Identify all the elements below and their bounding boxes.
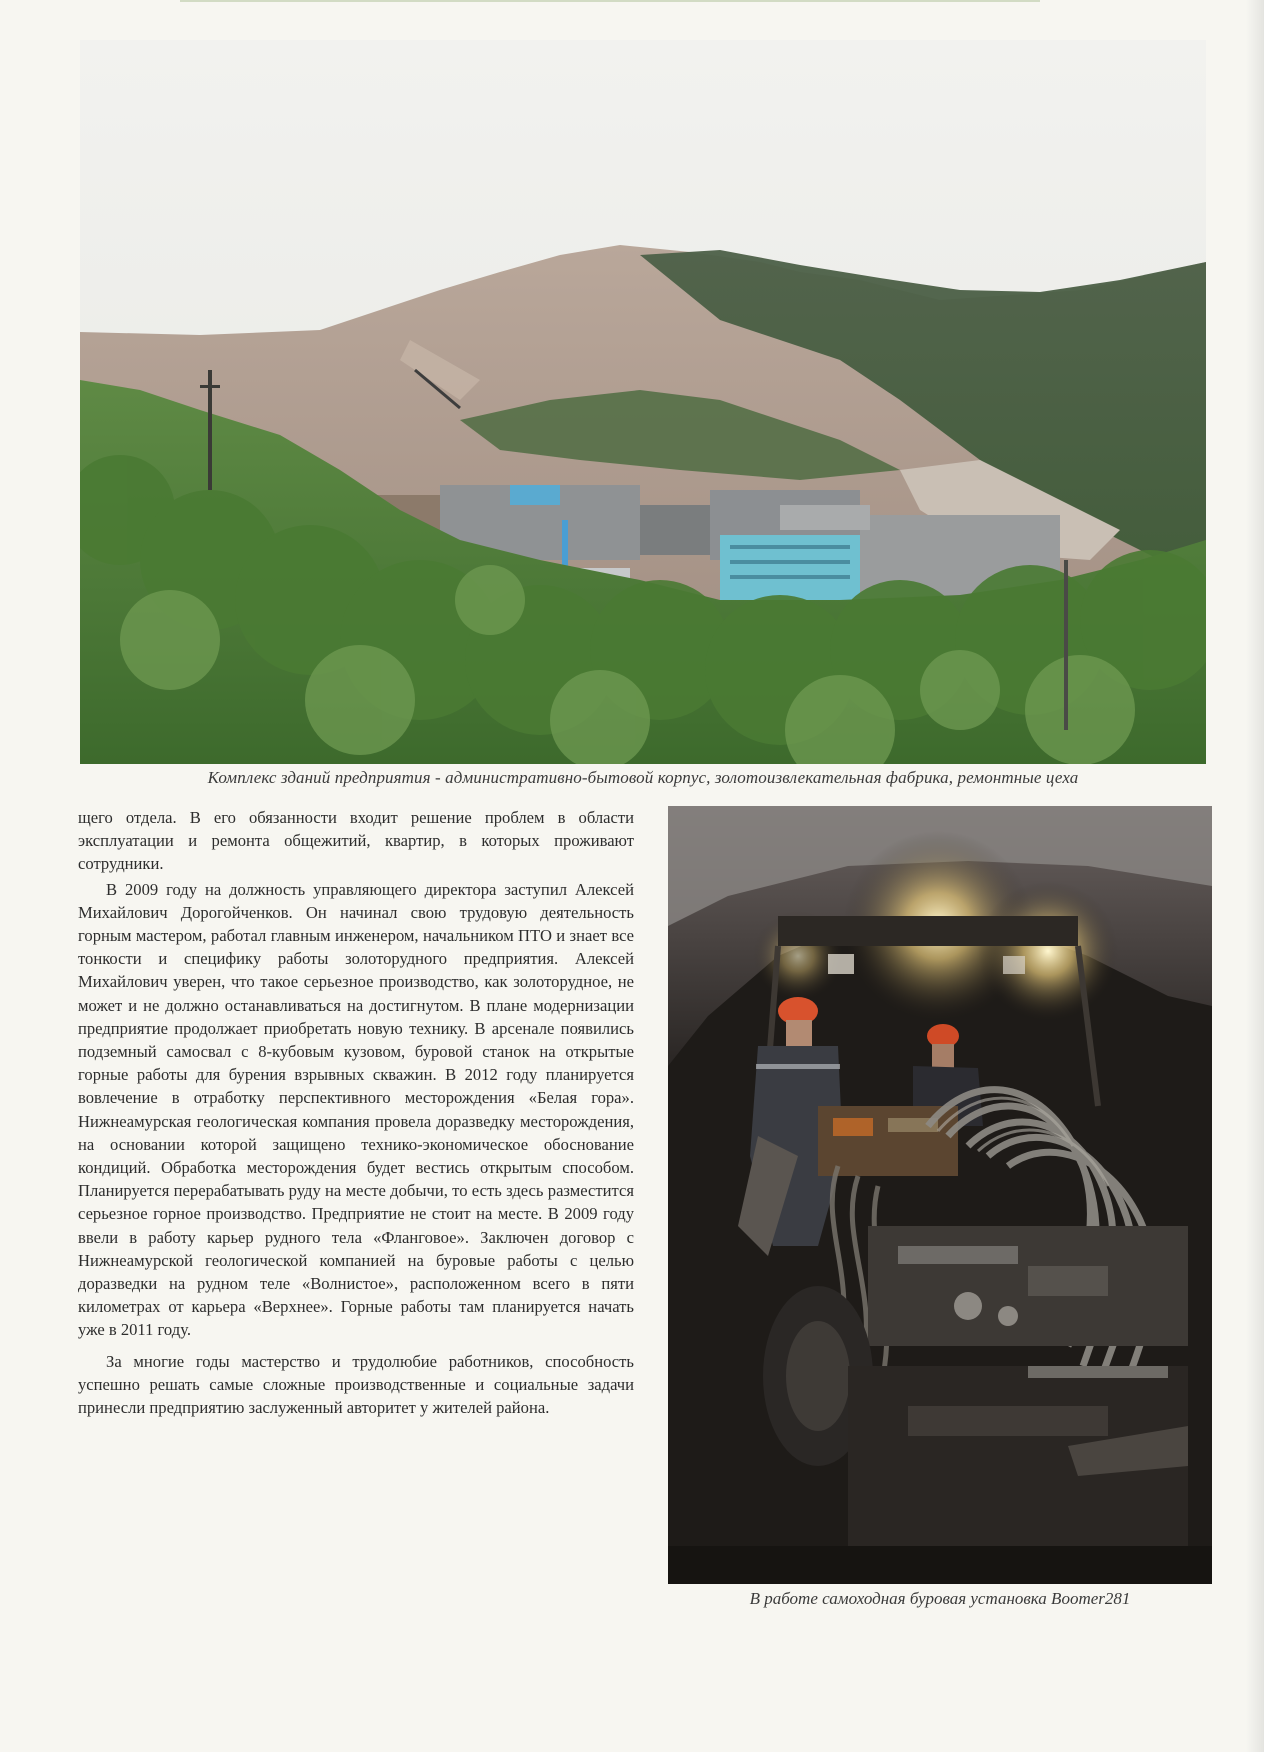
article-paragraph: щего отдела. В его обязанности входит решение проблем в области эксплуатации и ремонта общежитий, квартир, в которых проживают сотрудники.: [78, 808, 634, 874]
photo-mining-complex: [80, 40, 1206, 764]
article-paragraph: В 2009 году на должность управляющего директора заступил Алексей Михайлович Дорогойченков. Он начинал свою трудовую деятельность горным мастером, работал главным инженером, начальником ПТО и знает все тонкости и специфику работы золоторудного предприятия. Алексей Михайлович уверен, что такое серьезное производство, как золоторудное, не может и не должно останавливаться на достигнутом. В плане модернизации предприятие продолжает приобретать новую технику. В арсенале появились подземный самосвал с 8-кубовым кузовом, буровой станок на открытые горные работы для бурения взрывных скважин. В 2012 году планируется вовлечение в отработку перспективного месторождения «Белая гора». Нижнеамурская геологическая компания провела доразведку месторождения, на основании которой защищено технико-экономическое обоснование кондиций. Обработка месторождения будет вестись открытым способом. Планируется перерабатывать руду на месте добычи, то есть здесь разместится серьезное горное производство. Предприятие не стоит на месте. В 2009 году ввели в работу карьер рудного тела «Фланговое». Заключен договор с Нижнеамурской геологической компанией на буровые работы с целью доразведки на рудном теле «Волнистое», расположенном всего в пяти километрах от карьера «Верхнее». Горные работы там планируется начать уже в 2011 году.: [78, 879, 634, 1340]
caption-mining-complex: Комплекс зданий предприятия - административно-бытовой корпус, золотоизвлекательная фабрика, ремонтные цеха: [207, 768, 1079, 787]
article-paragraph: За многие годы мастерство и трудолюбие работников, способность успешно решать самые сложные производственные и социальные задачи принесли предприятию заслуженный авторитет у жителей района.: [78, 1351, 634, 1418]
top-rule: [180, 0, 1040, 2]
photo-drilling-rig: [668, 806, 1212, 1584]
caption-drilling-rig: В работе самоходная буровая установка Boomer281: [749, 1589, 1131, 1608]
page-edge-shadow: [1246, 0, 1264, 1752]
article-text: [78, 806, 634, 1419]
